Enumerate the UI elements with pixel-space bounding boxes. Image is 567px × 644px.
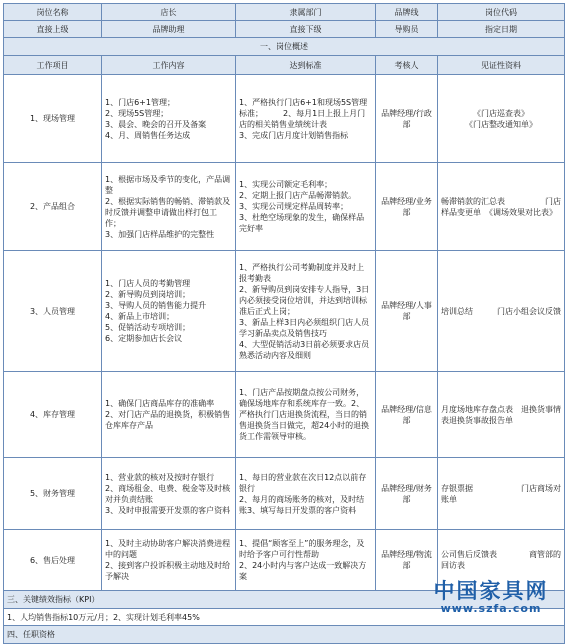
standard: 1、每日的营业款在次日12点以前存银行 2、每月的商场账务的核对，及时结账3、填写每日开发票的客户资料 [236, 458, 376, 530]
value-position-name: 店长 [102, 4, 236, 21]
standard: 1、提倡“顾客至上”的服务理念，及时给予客户可行性帮助 2、24小时内与客户达成一致解决方案 [236, 530, 376, 591]
col-work-item: 工作项目 [4, 56, 102, 75]
watermark-url: www.szfa.com [440, 602, 542, 615]
work-content: 1、根据市场及季节的变化，产品调整 2、根据实际销售的畅销、滞销款及时反馈并调整申请做出样打包工作； 3、加强门店样品维护的完整性 [102, 163, 236, 251]
standard: 1、严格执行门店6+1和现场5S管理标准； 2、每月1日上报上月门店的相关销售业绩统计表 3、完成门店月度计划销售指标 [236, 75, 376, 163]
section-overview-title: 一、岗位概述 [4, 38, 565, 56]
assessor: 品牌经理/财务部 [376, 458, 438, 530]
evidence: 畅滞销款的汇总表 门店样品变更单 《调场效果对比表》 [438, 163, 565, 251]
kpi-text: 1、人均销售指标10万元/月；2、实现计划毛利率45% [4, 609, 565, 626]
col-standard: 达到标准 [236, 56, 376, 75]
label-designated-date: 指定日期 [438, 21, 565, 38]
table-row [4, 372, 565, 458]
label-position-name: 岗位名称 [4, 4, 102, 21]
col-assessor: 考核人 [376, 56, 438, 75]
assessor: 品牌经理/人事部 [376, 251, 438, 372]
assessor: 品牌经理/物流部 [376, 530, 438, 591]
evidence: 存银票据 门店商场对账单 [438, 458, 565, 530]
standard: 1、门店产品按期盘点按公司财务，确保场地库存和系统库存一致。2、严格执行门店退换货流程，当日的销售退换货当日做完，超24小时的退换货工作需领导审核。 [236, 372, 376, 458]
col-work-content: 工作内容 [102, 56, 236, 75]
work-item: 4、库存管理 [4, 372, 102, 458]
label-direct-subordinate: 直接下级 [236, 21, 376, 38]
value-direct-superior: 品牌助理 [102, 21, 236, 38]
standard: 1、实现公司额定毛利率； 2、定期上报门店产品畅滞销款。 3、实现公司规定样品周转率； 3、杜绝空场现象的发生，确保样品完好率 [236, 163, 376, 251]
assessor: 品牌经理/行政部 [376, 75, 438, 163]
section-kpi-title: 三、关键绩效指标（KPI） [4, 591, 565, 609]
label-brand-line: 品牌线 [376, 4, 438, 21]
section-overview-row [4, 38, 565, 56]
work-content: 1、及时主动协助客户解决消费进程中的问题 2、接到客户投诉积极主动地及时给予解决 [102, 530, 236, 591]
work-content: 1、确保门店商品库存的准确率 2、对门店产品的退换货，积极销售仓库库存产品 [102, 372, 236, 458]
header-row-2 [4, 21, 565, 38]
section-qualification-row [4, 626, 565, 644]
work-content: 1、门店人员的考勤管理 2、新导购员到岗培训； 3、导购人员的销售能力提升 4、新品上市培训； 5、促销活动专项培训； 6、定期参加店长会议 [102, 251, 236, 372]
work-item: 5、财务管理 [4, 458, 102, 530]
column-header-row [4, 56, 565, 75]
section-qualification-title: 四、任职资格 [4, 626, 565, 644]
value-direct-subordinate: 导购员 [376, 21, 438, 38]
work-item: 1、现场管理 [4, 75, 102, 163]
work-content: 1、营业款的核对及按时存银行 2、商场租金、电费、税金等及时核对并负责结账 3、及时申报需要开发票的客户资料 [102, 458, 236, 530]
table-row [4, 163, 565, 251]
table-row [4, 458, 565, 530]
evidence: 公司售后反馈表 商管部的回访表 [438, 530, 565, 591]
work-content: 1、门店6+1管理； 2、现场5S管理； 3、晨会、晚会的召开及备案 4、月、周销售任务达成 [102, 75, 236, 163]
table-row [4, 75, 565, 163]
label-direct-superior: 直接上级 [4, 21, 102, 38]
header-row-1 [4, 4, 565, 21]
evidence: 月度场地库存盘点表 退换货事情表退换货事故报告单 [438, 372, 565, 458]
watermark-name: 中国家具网 [433, 579, 549, 603]
assessor: 品牌经理/信息部 [376, 372, 438, 458]
col-evidence: 见证性资料 [438, 56, 565, 75]
assessor: 品牌经理/业务部 [376, 163, 438, 251]
work-item: 3、人员管理 [4, 251, 102, 372]
label-department: 隶属部门 [236, 4, 376, 21]
evidence: 培训总结 门店小组会议反馈 [438, 251, 565, 372]
evidence: 《门店巡查表》 《门店整改通知单》 [438, 75, 565, 163]
work-item: 6、售后处理 [4, 530, 102, 591]
watermark-logo [421, 579, 561, 615]
table-row [4, 251, 565, 372]
standard: 1、严格执行公司考勤制度并及时上报考勤表 2、新导购员到岗安排专人指导，3日内必须接受岗位培训，并达到培训标准后正式上岗； 3、新品上样3日内必须组织门店人员学习新品卖点及销售技巧 4、大型促销活动3日前必须要求店员熟悉活动内容及细则 [236, 251, 376, 372]
work-item: 2、产品组合 [4, 163, 102, 251]
label-position-code: 岗位代码 [438, 4, 565, 21]
job-description-table [3, 3, 565, 644]
